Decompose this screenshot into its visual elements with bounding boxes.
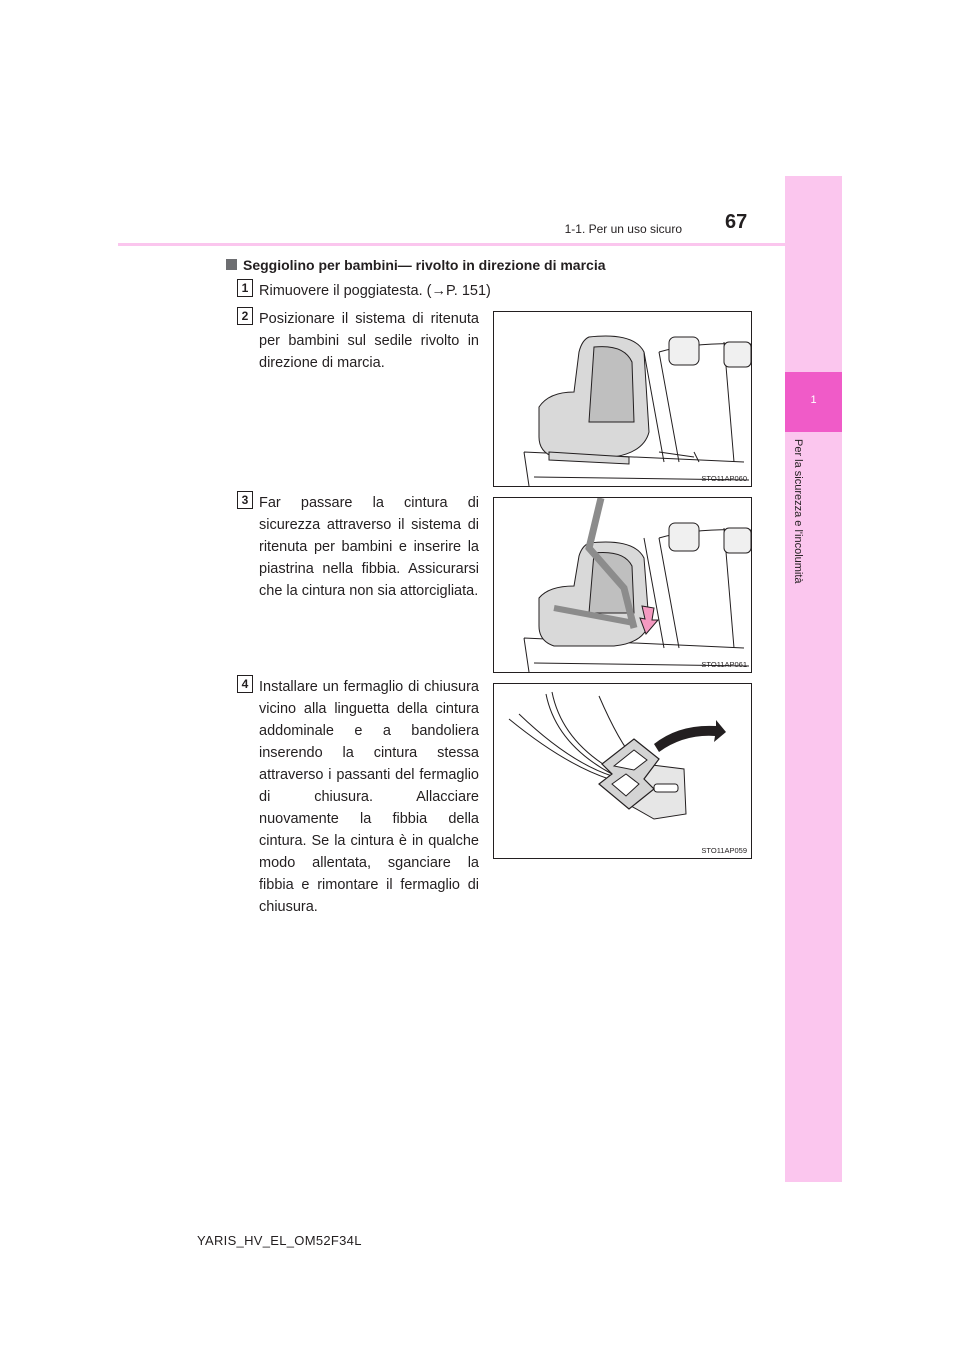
locking-clip-illustration — [494, 684, 751, 858]
step-badge-2: 2 — [237, 307, 253, 325]
step-text-4: Installare un fermaglio di chiusura vicino alla linguetta della cintura addominale e a bandoliera inserendo la cintura stessa attraverso i passanti del fermaglio di chiusura. Allacciare nuovamente la fibbia della cintura. Se la cintura è in qualche modo allentata, sganciare la fibbia e rimontare il fermaglio di chiusura. — [259, 679, 479, 915]
header-rule — [118, 243, 842, 246]
chapter-side-tab — [785, 176, 842, 1182]
step-badge-3: 3 — [237, 491, 253, 509]
step-text-3: Far passare la cintura di sicurezza attraverso il sistema di ritenuta per bambini e inserire la piastrina nella fibbia. Assicurarsi che la cintura non sia attorcigliata. — [259, 495, 479, 599]
section-heading-text: Seggiolino per bambini— rivolto in direzione di marcia — [243, 257, 606, 273]
figure-belt-routing — [493, 497, 752, 673]
step-text-1: Rimuovere il poggiatesta. (→P. 151) — [259, 283, 491, 299]
curved-arrow-icon — [654, 720, 726, 752]
square-bullet-icon — [226, 259, 237, 270]
section-heading — [226, 257, 606, 273]
figure-code: STO11AP060 — [701, 474, 747, 483]
document-code-footer: YARIS_HV_EL_OM52F34L — [197, 1233, 362, 1248]
figure-code: STO11AP061 — [701, 660, 747, 669]
chapter-number: 1 — [810, 394, 817, 406]
figure-locking-clip — [493, 683, 752, 859]
step-text-2: Posizionare il sistema di ritenuta per bambini sul sedile rivolto in direzione di marcia. — [259, 311, 479, 371]
figure-seat-forward-facing — [493, 311, 752, 487]
belt-routing-illustration — [494, 498, 751, 672]
step-badge-1: 1 — [237, 279, 253, 297]
chapter-title: Per la sicurezza e l'incolumità — [792, 439, 804, 584]
page-number: 67 — [725, 211, 748, 233]
step-badge-4: 4 — [237, 675, 253, 693]
section-title: 1-1. Per un uso sicuro — [564, 222, 682, 236]
child-seat-illustration — [494, 312, 751, 486]
figure-code: STO11AP059 — [701, 846, 747, 855]
